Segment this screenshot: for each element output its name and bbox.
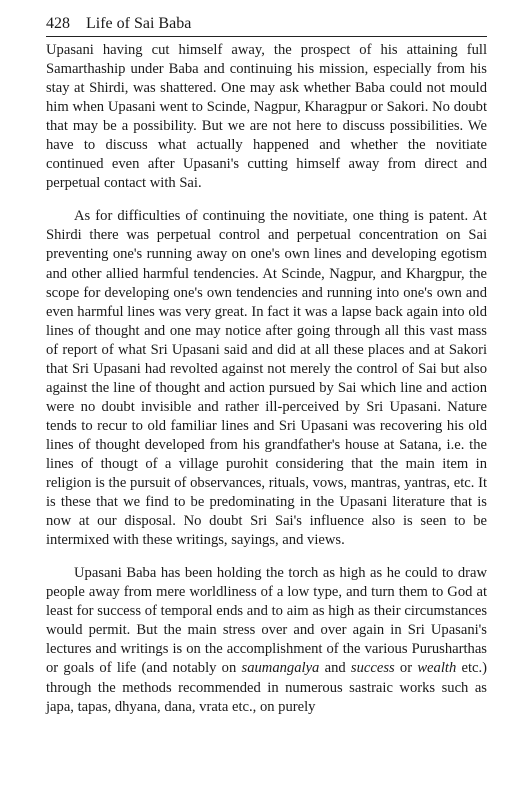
text-run: etc.) through the methods recommended in numerous sastraic works such as japa, tapas, dhyana, dana, vrata etc., on purely: [46, 660, 488, 715]
text-run: or: [394, 660, 418, 677]
body-text: [46, 41, 487, 717]
body-paragraph: [46, 207, 487, 550]
text-run: As for difficulties of continuing the novitiate, one thing is patent. At Shirdi there was perpetual control and perpetual concentration on Sai preventing one's running away on one's own lines and developing egotism and other allied harmful tendencies. At Scinde, Nagpur, and Khargpur, the scope for developing one's own tendencies and running into one's own and even harmful lines was very great. In fact it was a lapse back again into old lines of thought and one may notice after going through all this vast mass of report of what Sri Upasani said and did at all these places and at Sakori that Sri Upasani had revolted against not merely the control of Sai but also against the line of thought and action pursued by Sai which line and action were no doubt invisible and rather ill-perceived by Sri Upasani. Nature tends to recur to old familiar lines and Sri Upasani was recovering his old lines of thought developed from his grandfather's house at Satana, i.e. the lines of thougt of a village purohit considering that the main item in religion is the pursuit of observances, rituals, vows, mantras, yantras, etc. It is these that we find to be predominating in the Upasani literature that is now at our disposal. No doubt Sri Sai's influence also is seen to be intermixed with these writings, sayings, and views.: [46, 208, 487, 549]
text-run: Upasani having cut himself away, the prospect of his attaining full Samarthaship under Baba and continuing his mission, especially from his stay at Shirdi, was shattered. One may ask whether Baba could not mould him when Upasani went to Scinde, Nagpur, Kharagpur or Sakori. No doubt that may be a possibility. But we are not here to discuss possibilities. We have to discuss what actually happened and whether the novitiate continued even after Upasani's cutting himself away from direct and perpetual contact with Sai.: [46, 42, 487, 192]
running-header: [46, 14, 487, 37]
italic-term: success: [350, 660, 395, 677]
body-paragraph: [46, 564, 487, 716]
text-run: and: [319, 660, 351, 677]
body-paragraph: [46, 41, 487, 193]
running-title: Life of Sai Baba: [86, 15, 192, 32]
page-number: 428: [46, 15, 70, 32]
italic-term: saumangalya: [241, 660, 320, 677]
italic-term: wealth: [417, 660, 457, 677]
text-run: Upasani Baba has been holding the torch as high as he could to draw people away from mere worldliness of a low type, and turn them to God at least for success of temporal ends and to aim as high as their circumstances would permit. But the main stress over and over again in Sri Upasani's lectures and writings is on the accomplishment of the various Purusharthas or goals of life (and notably on: [46, 565, 487, 677]
